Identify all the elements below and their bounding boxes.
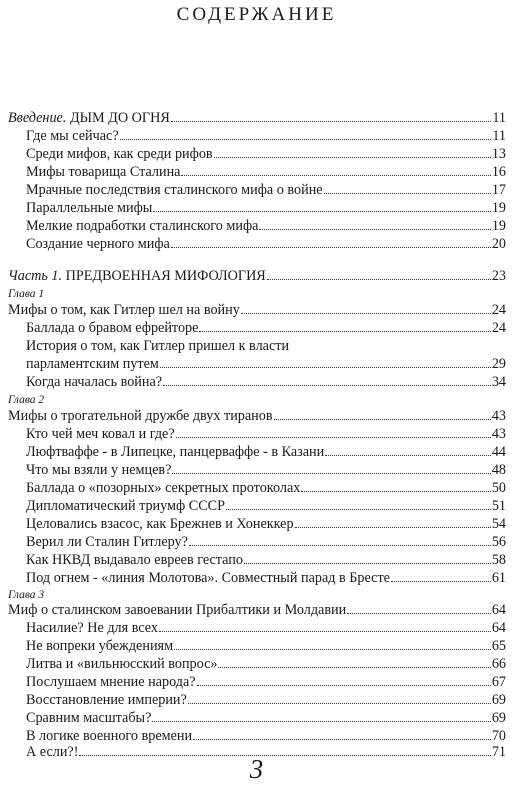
entry-title: Мифы товарища Сталина xyxy=(26,164,181,180)
leader-dots xyxy=(159,631,491,632)
leader-dots xyxy=(176,437,491,438)
entry-title: Когда началась война? xyxy=(26,374,163,390)
page-ref: 71 xyxy=(491,744,506,760)
page-ref: 48 xyxy=(491,462,506,478)
toc-entry[interactable] xyxy=(26,480,506,497)
entry-title: парламентским путем xyxy=(26,356,159,372)
toc-entry-intro[interactable] xyxy=(8,110,506,127)
toc-entry[interactable] xyxy=(26,462,506,479)
leader-dots xyxy=(160,367,491,368)
leader-dots xyxy=(244,563,491,564)
entry-title: Мелкие подработки сталинского мифа xyxy=(26,218,259,234)
entry-title: История о том, как Гитлер пришел к власти xyxy=(26,338,290,354)
toc-entry[interactable] xyxy=(26,128,506,145)
leader-dots xyxy=(171,121,492,122)
toc-entry[interactable] xyxy=(26,498,506,515)
toc-entry[interactable] xyxy=(26,692,506,709)
page-ref: 16 xyxy=(491,164,506,180)
toc-entry[interactable] xyxy=(26,552,506,569)
page-ref: 44 xyxy=(491,444,506,460)
chapter-label: Глава 3 xyxy=(8,589,45,601)
entry-title: Сравним масштабы? xyxy=(26,710,152,726)
entry-title: Мифы о том, как Гитлер шел на войну xyxy=(8,302,240,318)
leader-dots xyxy=(218,667,490,668)
toc-entry[interactable] xyxy=(26,146,506,163)
page-ref: 19 xyxy=(491,218,506,234)
entry-title: Мифы о трогательной дружбе двух тиранов xyxy=(8,408,273,424)
entry-title: Насилие? Не для всех xyxy=(26,620,158,636)
entry-title: Послушаем мнение народа? xyxy=(26,674,196,690)
entry-title: Создание черного мифа xyxy=(26,236,170,252)
toc-entry[interactable] xyxy=(26,338,506,355)
entry-title: В логике военного времени xyxy=(26,728,193,744)
toc-entry-continuation[interactable] xyxy=(26,356,506,373)
leader-dots xyxy=(188,703,491,704)
chapter-label: Глава 2 xyxy=(8,394,45,406)
page-ref: 23 xyxy=(491,268,506,284)
toc-entry-chapter3[interactable] xyxy=(8,602,506,619)
leader-dots xyxy=(214,157,491,158)
entry-title: Что мы взяли у немцев? xyxy=(26,462,172,478)
entry-title: Восстановление империи? xyxy=(26,692,187,708)
toc-entry[interactable] xyxy=(26,164,506,181)
leader-dots xyxy=(174,649,491,650)
page-ref: 67 xyxy=(491,674,506,690)
page-ref: 11 xyxy=(492,128,506,144)
entry-title: Не вопреки убеждениям xyxy=(26,638,174,654)
page-ref: 17 xyxy=(491,182,506,198)
entry-title: Под огнем - «линия Молотова». Совместный парад в Бресте xyxy=(26,570,390,586)
toc-entry[interactable] xyxy=(26,728,506,745)
page-ref: 69 xyxy=(491,710,506,726)
leader-dots xyxy=(274,419,491,420)
page-title: СОДЕРЖАНИЕ xyxy=(176,4,337,25)
page-ref: 56 xyxy=(491,534,506,550)
page-ref: 29 xyxy=(491,356,506,372)
leader-dots xyxy=(172,473,490,474)
toc-entry[interactable] xyxy=(26,426,506,443)
leader-dots xyxy=(347,613,491,614)
entry-title: Дипломатический триумф СССР xyxy=(26,498,226,514)
leader-dots xyxy=(199,331,490,332)
toc-entry-part1[interactable] xyxy=(8,268,506,285)
toc-entry[interactable] xyxy=(26,710,506,727)
toc-entry[interactable] xyxy=(26,182,506,199)
page-ref: 13 xyxy=(491,146,506,162)
page-ref: 11 xyxy=(492,110,506,126)
leader-dots xyxy=(153,211,490,212)
toc-entry[interactable] xyxy=(26,674,506,691)
leader-dots xyxy=(193,739,491,740)
page-ref: 69 xyxy=(491,692,506,708)
leader-dots xyxy=(181,175,490,176)
entry-title: Баллада о бравом ефрейторе xyxy=(26,320,199,336)
entry-title: Параллельные мифы xyxy=(26,200,153,216)
page-ref: 50 xyxy=(491,480,506,496)
toc-entry[interactable] xyxy=(26,218,506,235)
page-ref: 54 xyxy=(491,516,506,532)
leader-dots xyxy=(163,385,491,386)
page-ref: 43 xyxy=(491,426,506,442)
toc-entry[interactable] xyxy=(26,534,506,551)
leader-dots xyxy=(325,455,491,456)
leader-dots xyxy=(171,247,491,248)
leader-dots xyxy=(301,491,490,492)
intro-prefix: Введение. xyxy=(8,110,67,126)
entry-title: Среди мифов, как среди рифов xyxy=(26,146,213,162)
chapter-label: Глава 1 xyxy=(8,288,45,300)
toc-entry[interactable] xyxy=(26,444,506,461)
part-title: ПРЕДВОЕННАЯ МИФОЛОГИЯ xyxy=(62,268,266,284)
entry-title: Как НКВД выдавало евреев гестапо xyxy=(26,552,243,568)
leader-dots xyxy=(324,193,491,194)
leader-dots xyxy=(267,279,491,280)
toc-entry[interactable] xyxy=(26,236,506,253)
page-ref: 64 xyxy=(491,620,506,636)
part-prefix: Часть 1. xyxy=(8,268,63,284)
leader-dots xyxy=(189,545,491,546)
page-ref: 24 xyxy=(491,320,506,336)
entry-title: Мрачные последствия сталинского мифа о войне xyxy=(26,182,323,198)
toc-entry[interactable] xyxy=(26,656,506,673)
toc-entry[interactable] xyxy=(26,570,506,587)
page-ref: 51 xyxy=(491,498,506,514)
toc-entry[interactable] xyxy=(26,620,506,637)
leader-dots xyxy=(295,527,491,528)
leader-dots xyxy=(259,229,490,230)
toc-entry-chapter2[interactable] xyxy=(8,408,506,425)
entry-title: Где мы сейчас? xyxy=(26,128,119,144)
page-ref: 58 xyxy=(491,552,506,568)
leader-dots xyxy=(226,509,491,510)
entry-title: А если?! xyxy=(26,744,79,760)
entry-title: Литва и «вильнюсский вопрос» xyxy=(26,656,218,672)
toc-entry[interactable] xyxy=(26,200,506,217)
page-ref: 66 xyxy=(491,656,506,672)
toc-entry[interactable] xyxy=(26,516,506,533)
page-ref: 19 xyxy=(491,200,506,216)
toc-entry[interactable] xyxy=(26,320,506,337)
page-number: 3 xyxy=(249,754,264,784)
entry-title: Баллада о «позорных» секретных протоколах xyxy=(26,480,301,496)
leader-dots xyxy=(391,581,491,582)
page-ref: 34 xyxy=(491,374,506,390)
page-ref: 20 xyxy=(491,236,506,252)
leader-dots xyxy=(152,721,490,722)
toc-entry[interactable] xyxy=(26,374,506,391)
intro-title: ДЫМ ДО ОГНЯ xyxy=(66,110,170,126)
page-ref: 64 xyxy=(491,602,506,618)
entry-title: Верил ли Сталин Гитлеру? xyxy=(26,534,188,550)
page-ref: 70 xyxy=(491,728,506,744)
leader-dots xyxy=(197,685,491,686)
page-ref: 24 xyxy=(491,302,506,318)
toc-entry-chapter1[interactable] xyxy=(8,302,506,319)
page-ref: 65 xyxy=(491,638,506,654)
leader-dots xyxy=(241,313,491,314)
entry-title: Кто чей меч ковал и где? xyxy=(26,426,175,442)
entry-title: Люфтваффе - в Липецке, панцерваффе - в Казани xyxy=(26,444,325,460)
entry-title: Миф о сталинском завоевании Прибалтики и Молдавии xyxy=(8,602,347,618)
toc-entry[interactable] xyxy=(26,638,506,655)
leader-dots xyxy=(120,139,492,140)
entry-title: Целовались взасос, как Брежнев и Хонеккер xyxy=(26,516,294,532)
page-ref: 43 xyxy=(491,408,506,424)
page-ref: 61 xyxy=(491,570,506,586)
